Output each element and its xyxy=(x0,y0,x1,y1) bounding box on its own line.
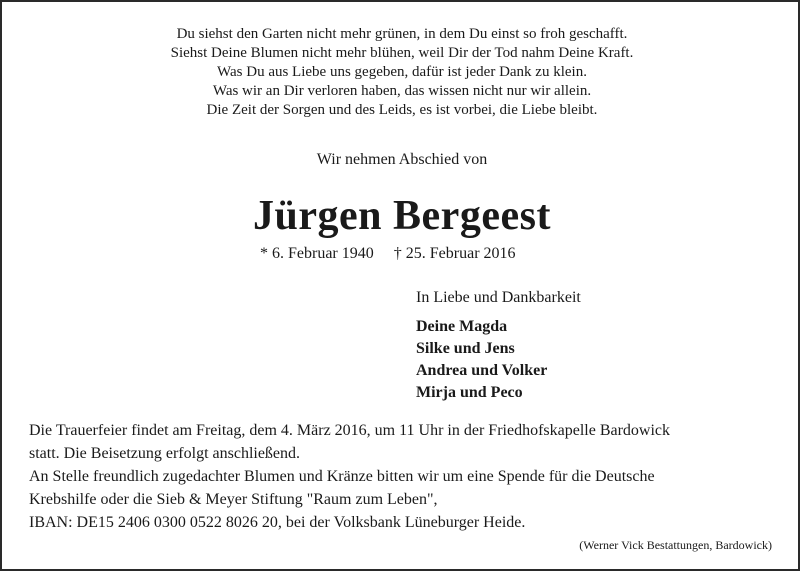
notice-line: Krebshilfe oder die Sieb & Meyer Stiftung "Raum zum Leben", xyxy=(29,491,438,508)
mourner-name: Silke und Jens xyxy=(416,340,515,357)
notice-line: statt. Die Beisetzung erfolgt anschließend. xyxy=(29,445,301,462)
mourners-intro: In Liebe und Dankbarkeit xyxy=(416,289,581,306)
poem-line: Was wir an Dir verloren haben, das wissen nicht nur wir allein. xyxy=(212,83,592,99)
notice-line: Die Trauerfeier findet am Freitag, dem 4. März 2016, um 11 Uhr in der Friedhofskapelle Bardowick xyxy=(29,422,671,439)
notice-line: An Stelle freundlich zugedachter Blumen und Kränze bitten wir um eine Spende für die Deutsche xyxy=(29,468,655,485)
poem-line: Die Zeit der Sorgen und des Leids, es ist vorbei, die Liebe bleibt. xyxy=(206,102,598,118)
funeral-home-credit: (Werner Vick Bestattungen, Bardowick) xyxy=(579,538,772,552)
mourners-list xyxy=(416,316,547,404)
mourner-name: Andrea und Volker xyxy=(416,362,548,379)
mourner-name: Deine Magda xyxy=(416,318,508,335)
deceased-name: Jürgen Bergeest xyxy=(253,193,551,239)
poem xyxy=(2,25,800,120)
farewell-intro: Wir nehmen Abschied von xyxy=(316,151,488,168)
funeral-notice xyxy=(29,419,789,534)
life-dates xyxy=(260,245,516,263)
death-date: † 25. Februar 2016 xyxy=(393,245,516,262)
poem-line: Was Du aus Liebe uns gegeben, dafür ist jeder Dank zu klein. xyxy=(217,64,587,80)
poem-line: Siehst Deine Blumen nicht mehr blühen, weil Dir der Tod nahm Deine Kraft. xyxy=(170,45,634,61)
notice-line: IBAN: DE15 2406 0300 0522 8026 20, bei der Volksbank Lüneburger Heide. xyxy=(29,514,526,531)
mourner-name: Mirja und Peco xyxy=(416,384,523,401)
poem-line: Du siehst den Garten nicht mehr grünen, in dem Du einst so froh geschafft. xyxy=(176,26,628,42)
birth-date: * 6. Februar 1940 xyxy=(260,245,374,262)
